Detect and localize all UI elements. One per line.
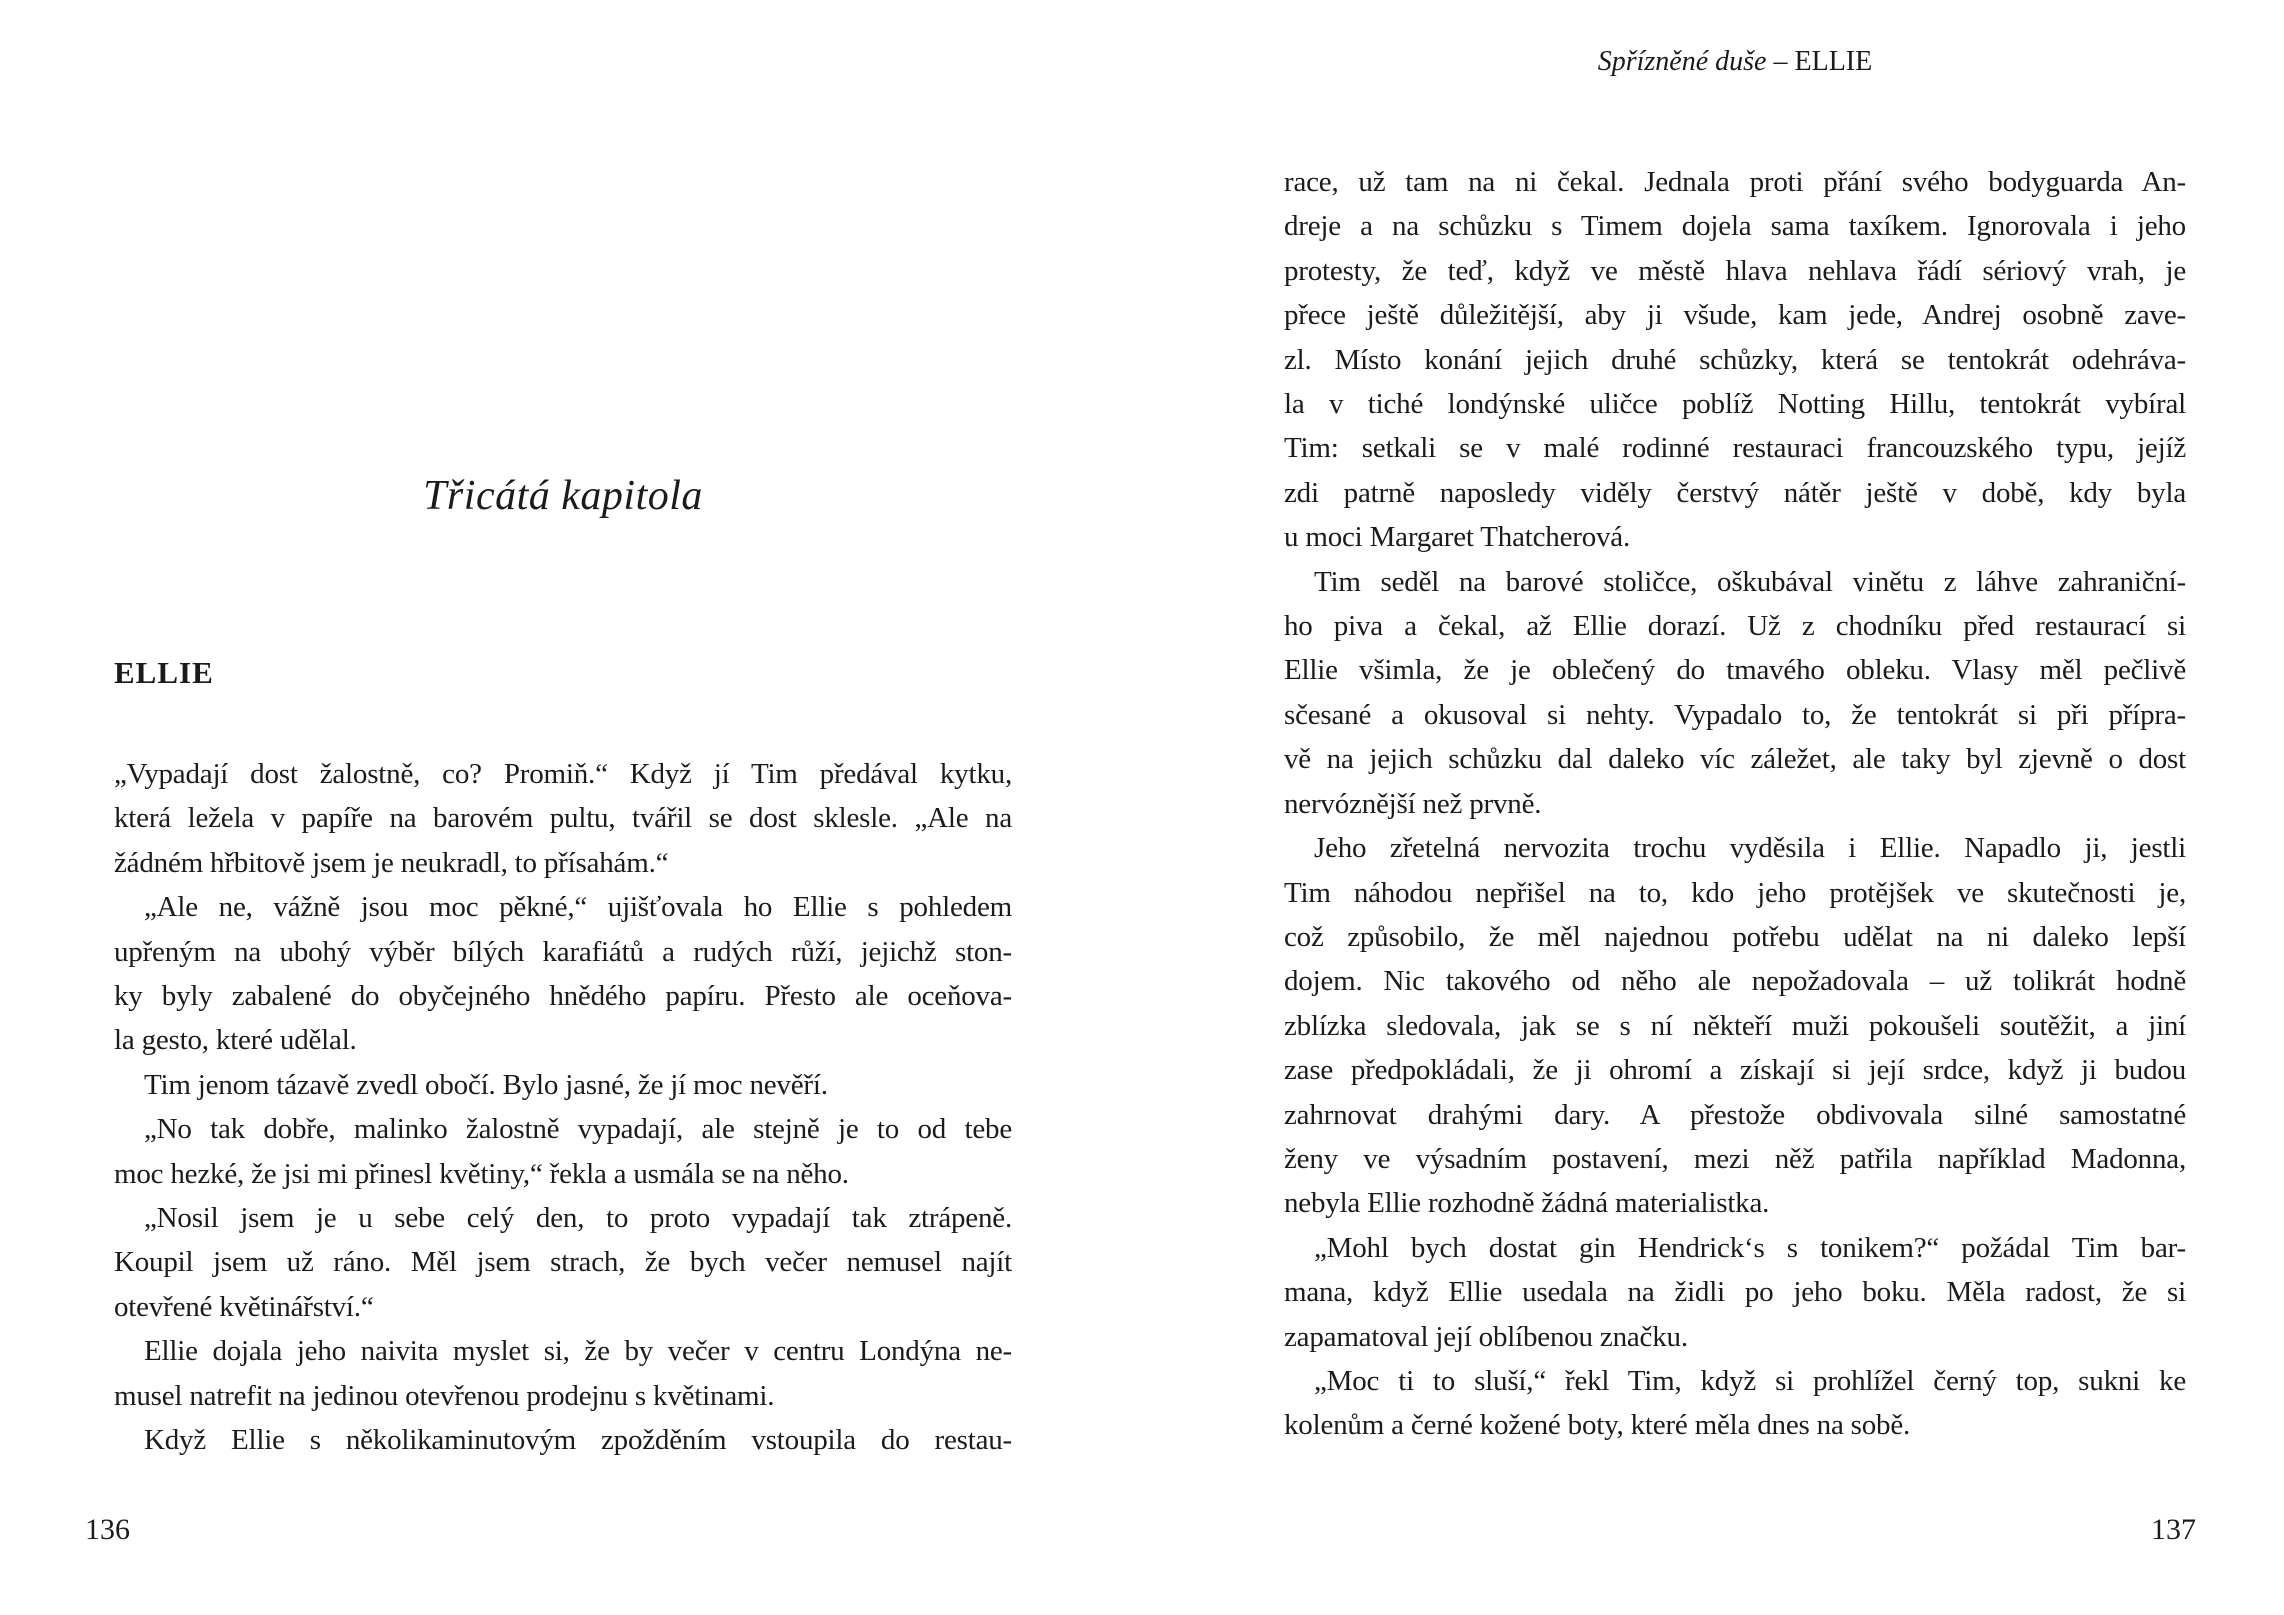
- page-right: [1284, 0, 2186, 1615]
- text-line: ky byly zabalené do obyčejného hnědého papíru. Přesto ale oceňova-: [114, 980, 1012, 1013]
- paragraph: [1284, 560, 2186, 826]
- text-line: kolenům a černé kožené boty, které měla dnes na sobě.: [1284, 1409, 1911, 1442]
- text-line: což způsobilo, že měl najednou potřebu udělat na ni daleko lepší: [1284, 920, 2186, 953]
- paragraph: [114, 752, 1012, 885]
- text-line: přece ještě důležitější, aby ji všude, kam jede, Andrej osobně zave-: [1284, 299, 2186, 332]
- text-line: u moci Margaret Thatcherová.: [1284, 521, 1631, 554]
- text-line: zblízka sledovala, jak se s ní někteří muži pokoušeli soutěžit, a jiní: [1284, 1009, 2186, 1042]
- text-line: Tim seděl na barové stoličce, oškubával vinětu z láhve zahraniční-: [1314, 565, 2186, 598]
- text-line: moc hezké, že jsi mi přinesl květiny,“ řekla a usmála se na něho.: [114, 1157, 849, 1190]
- text-line: Tim jenom tázavě zvedl obočí. Bylo jasné, že jí moc nevěří.: [144, 1068, 828, 1101]
- paragraph: [1284, 1359, 2186, 1448]
- paragraph: [114, 1329, 1012, 1418]
- page-left: [114, 0, 1012, 1615]
- text-line: Tim: setkali se v malé rodinné restauraci francouzského typu, jejíž: [1284, 432, 2186, 465]
- text-line: „No tak dobře, malinko žalostně vypadají, ale stejně je to od tebe: [144, 1113, 1012, 1146]
- text-line: zl. Místo konání jejich druhé schůzky, která se tentokrát odehráva-: [1284, 343, 2186, 376]
- paragraph: [1284, 160, 2186, 560]
- text-line: Ellie všimla, že je oblečený do tmavého obleku. Vlasy měl pečlivě: [1284, 654, 2186, 687]
- text-line: Když Ellie s několikaminutovým zpožděním vstoupila do restau-: [144, 1424, 1012, 1457]
- text-line: nervóznější než prvně.: [1284, 787, 1542, 820]
- running-header: [1284, 46, 2186, 78]
- text-line: race, už tam na ni čekal. Jednala proti přání svého bodyguarda An-: [1284, 166, 2186, 198]
- text-line: dojem. Nic takového od něho ale nepožadovala – už tolikrát hodně: [1284, 965, 2186, 998]
- text-line: sčesané a okusoval si nehty. Vypadalo to, že tentokrát si při přípra-: [1284, 698, 2186, 731]
- text-line: Koupil jsem už ráno. Měl jsem strach, že bych večer nemusel najít: [114, 1246, 1012, 1279]
- paragraph: [114, 1107, 1012, 1196]
- running-header-book-title: Spřízněné duše: [1597, 46, 1767, 77]
- text-line: otevřené květinářství.“: [114, 1290, 374, 1323]
- paragraph: [114, 1196, 1012, 1329]
- text-line: la gesto, které udělal.: [114, 1024, 357, 1057]
- paragraph: [114, 885, 1012, 1063]
- text-line: která ležela v papíře na barovém pultu, tvářil se dost sklesle. „Ale na: [114, 802, 1012, 835]
- text-line: Tim náhodou nepřišel na to, kdo jeho protějšek ve skutečnosti je,: [1284, 876, 2186, 909]
- page-number-left: 136: [85, 1513, 130, 1546]
- text-line: Ellie dojala jeho naivita myslet si, že by večer v centru Londýna ne-: [144, 1335, 1012, 1368]
- section-heading: ELLIE: [114, 655, 214, 690]
- chapter-title: Třicátá kapitola: [423, 473, 703, 519]
- text-line: upřeným na ubohý výběr bílých karafiátů a rudých růží, jejichž ston-: [114, 935, 1012, 968]
- text-line: zapamatoval její oblíbenou značku.: [1284, 1320, 1688, 1353]
- text-line: „Moc ti to sluší,“ řekl Tim, když si prohlížel černý top, sukni ke: [1314, 1364, 2186, 1397]
- text-line: „Nosil jsem je u sebe celý den, to proto vypadají tak ztrápeně.: [144, 1202, 1012, 1235]
- text-line: „Mohl bych dostat gin Hendrick‘s s tonikem?“ požádal Tim bar-: [1314, 1231, 2186, 1264]
- text-line: vě na jejich schůzku dal daleko víc záležet, ale taky byl zjevně o dost: [1284, 743, 2186, 776]
- paragraph: [1284, 1226, 2186, 1359]
- text-line: zahrnovat drahými dary. A přestože obdivovala silné samostatné: [1284, 1098, 2186, 1131]
- right-page-body: [1284, 160, 2186, 1448]
- paragraph: [114, 1418, 1012, 1462]
- text-line: žádném hřbitově jsem je neukradl, to přísahám.“: [114, 846, 669, 879]
- text-line: nebyla Ellie rozhodně žádná materialistka.: [1284, 1187, 1770, 1220]
- text-line: la v tiché londýnské uličce poblíž Notting Hillu, tentokrát vybíral: [1284, 388, 2186, 421]
- text-line: ho piva a čekal, až Ellie dorazí. Už z chodníku před restaurací si: [1284, 610, 2186, 643]
- left-page-body: [114, 752, 1012, 1463]
- text-line: „Ale ne, vážně jsou moc pěkné,“ ujišťovala ho Ellie s pohledem: [144, 891, 1012, 924]
- text-line: musel natrefit na jedinou otevřenou prodejnu s květinami.: [114, 1379, 775, 1412]
- paragraph: [1284, 826, 2186, 1226]
- text-line: ženy ve výsadním postavení, mezi něž patřila například Madonna,: [1284, 1142, 2186, 1175]
- paragraph: [114, 1063, 1012, 1107]
- running-header-section: – ELLIE: [1766, 46, 1873, 77]
- text-line: dreje a na schůzku s Timem dojela sama taxíkem. Ignorovala i jeho: [1284, 210, 2186, 243]
- text-line: Jeho zřetelná nervozita trochu vyděsila i Ellie. Napadlo ji, jestli: [1314, 832, 2186, 865]
- text-line: zase předpokládali, že ji ohromí a získají si její srdce, když ji budou: [1284, 1054, 2186, 1087]
- text-line: mana, když Ellie usedala na židli po jeho boku. Měla radost, že si: [1284, 1276, 2186, 1309]
- text-line: zdi patrně naposledy viděly čerstvý nátěr ještě v době, kdy byla: [1284, 476, 2186, 509]
- text-line: protesty, že teď, když ve městě hlava nehlava řádí sériový vrah, je: [1284, 254, 2186, 287]
- page-number-right: 137: [2151, 1513, 2196, 1546]
- text-line: „Vypadají dost žalostně, co? Promiň.“ Když jí Tim předával kytku,: [114, 758, 1012, 790]
